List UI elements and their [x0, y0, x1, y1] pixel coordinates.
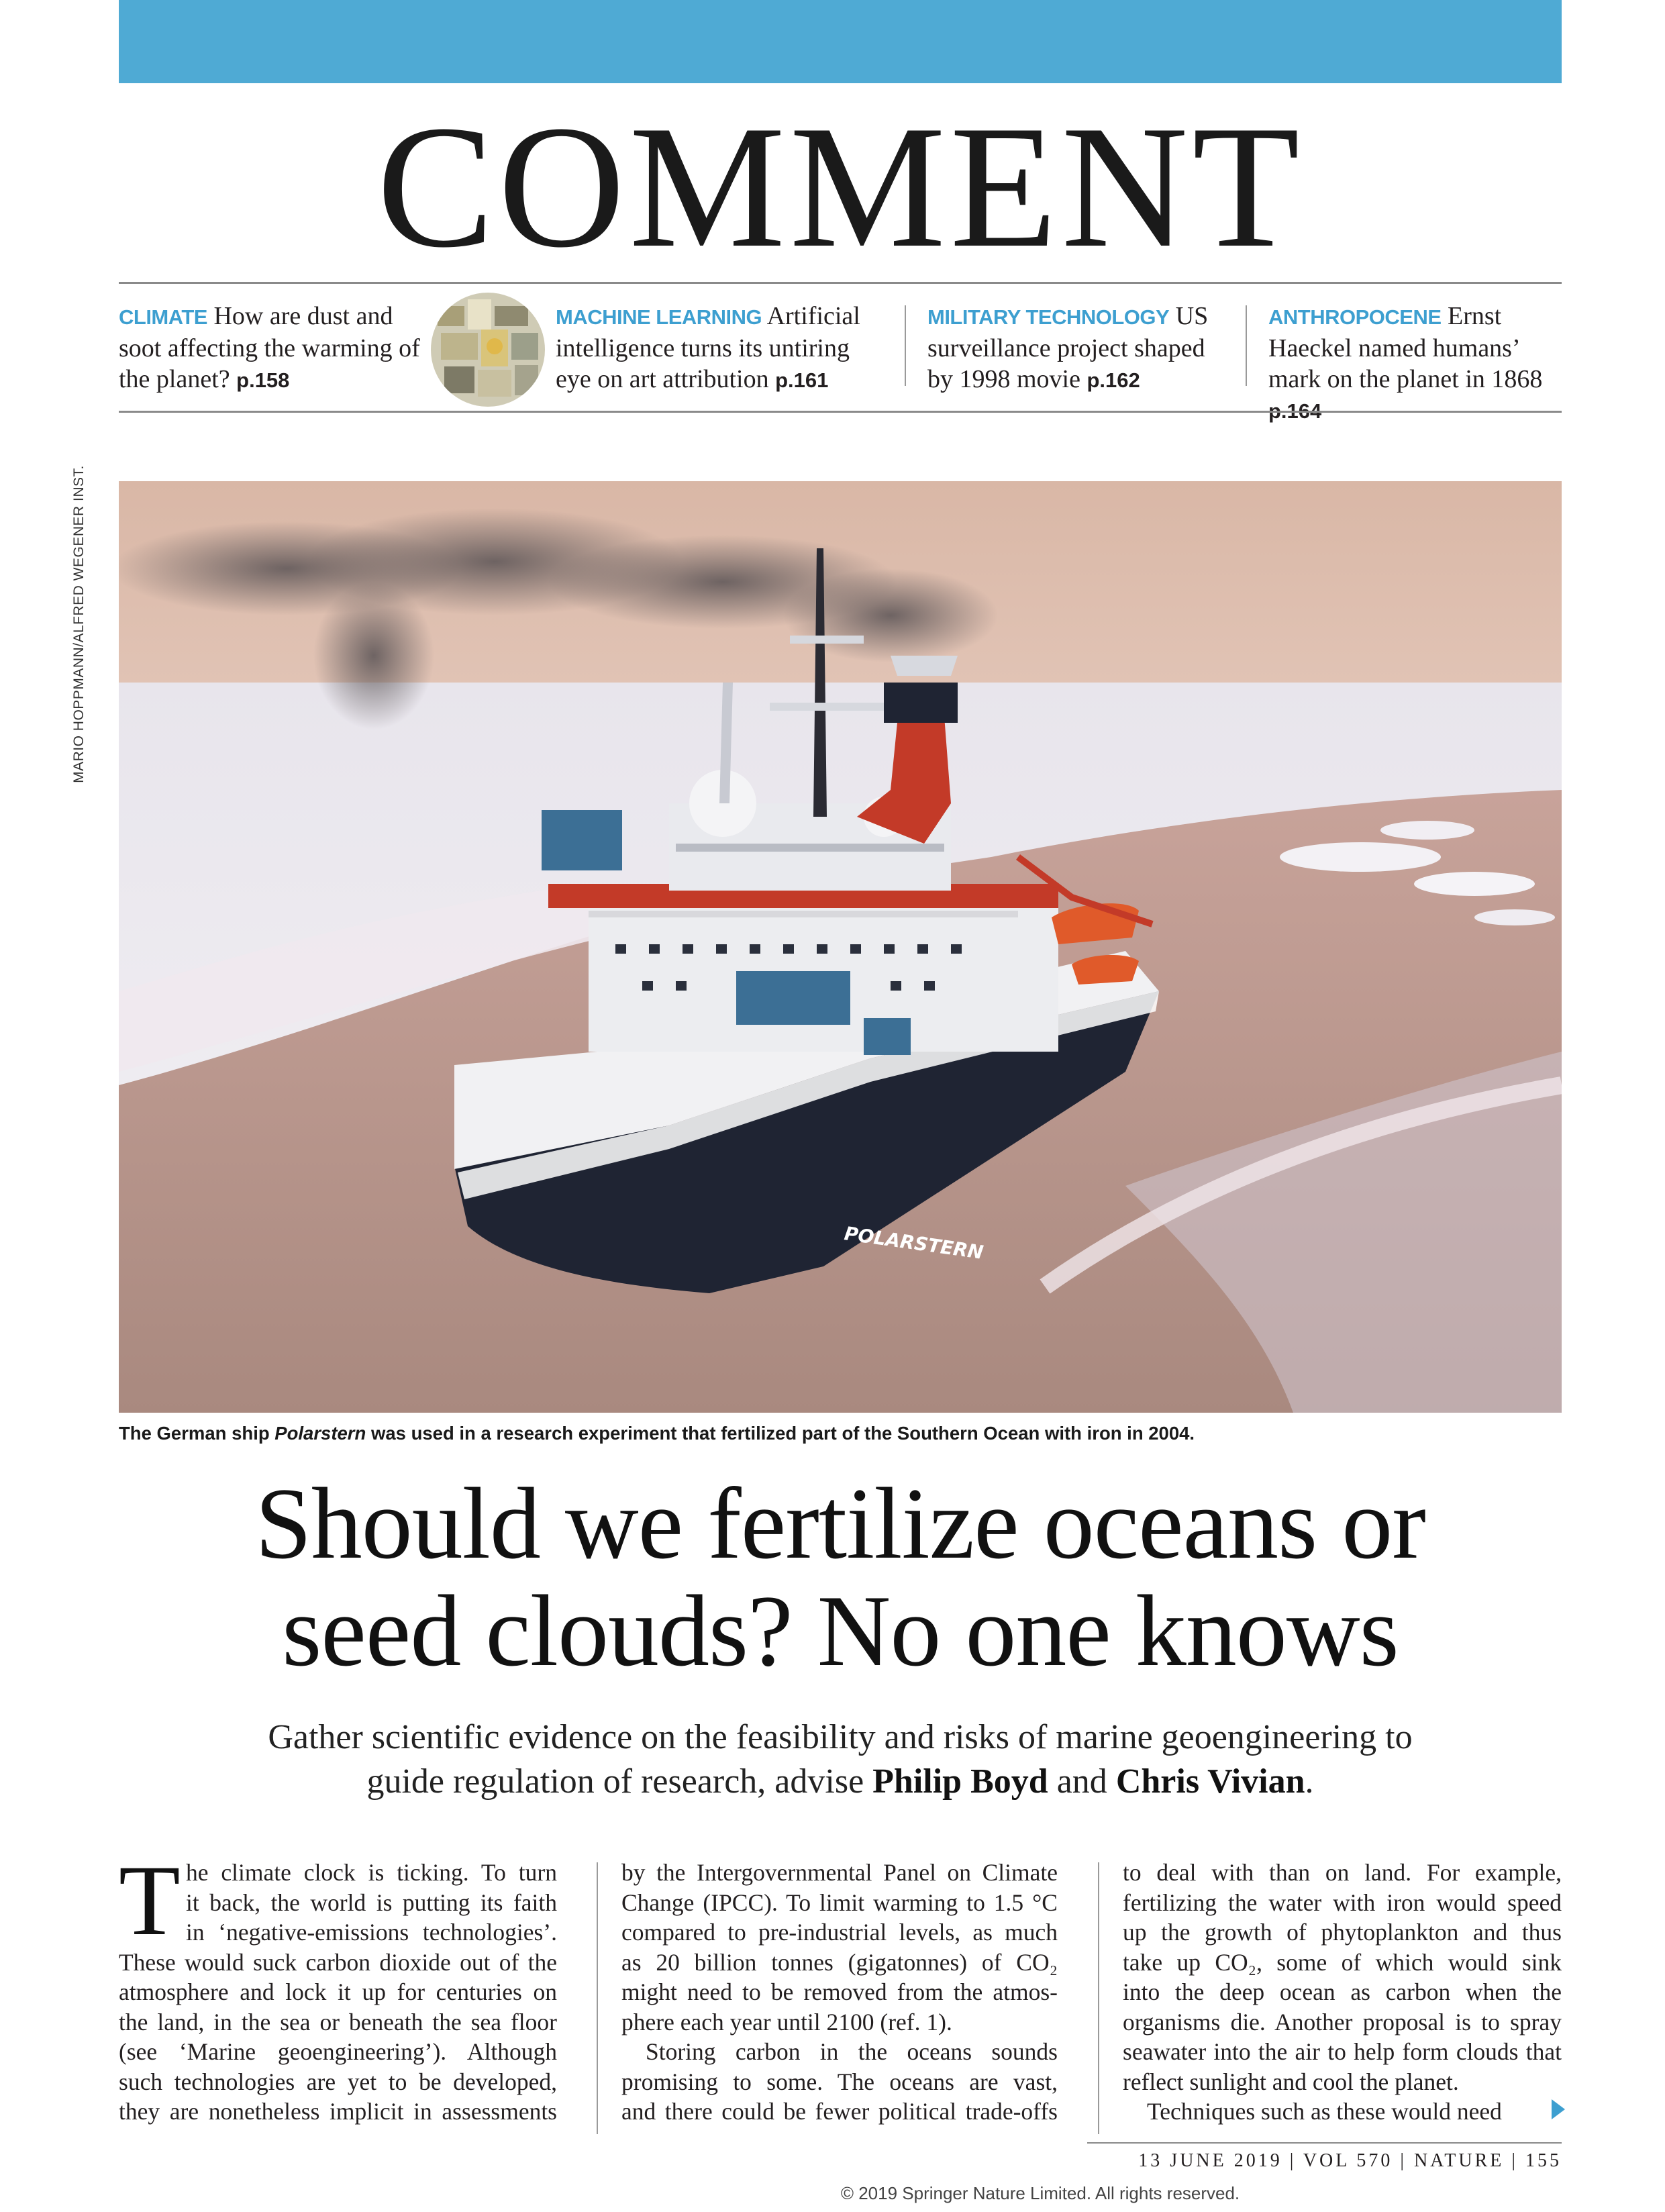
body-line: reflect sunlight and cool the planet. [1123, 2068, 1459, 2095]
body-line: to deal with than on land. For example, [1123, 1859, 1562, 1886]
body-line: compared to pre-industrial levels, as much [621, 1919, 1058, 1946]
body-line: might need to be removed from the atmos- [621, 1978, 1058, 2005]
teaser-text: Artificial intelligence turns its untiring eye on art attribution [556, 302, 860, 393]
body-line: and there could be fewer political trade-offs [621, 2098, 1058, 2125]
teaser-keyword: MILITARY TECHNOLOGY [927, 305, 1170, 329]
section-masthead: COMMENT [376, 89, 1304, 284]
body-line: it back, the world is putting its faith [186, 1889, 557, 1916]
teaser-keyword: ANTHROPOCENE [1268, 305, 1442, 329]
body-line: as 20 billion tonnes (gigatonnes) of CO₂ [621, 1948, 1058, 1976]
column-divider [1098, 1862, 1099, 2134]
footer-rule [1087, 2142, 1562, 2144]
body-column-3 [1123, 1858, 1562, 2127]
column-divider [597, 1862, 598, 2134]
caption-ship-name: Polarstern [274, 1423, 366, 1444]
caption-text: The German ship [119, 1423, 275, 1444]
standfirst-line [119, 1760, 1562, 1804]
standfirst-text: guide regulation of research, advise [366, 1762, 873, 1801]
teaser-keyword: CLIMATE [119, 305, 207, 329]
teaser-page: p.164 [1268, 399, 1322, 423]
teaser-page: p.158 [236, 368, 290, 392]
body-line: Change (IPCC). To limit warming to 1.5 °C [621, 1889, 1058, 1916]
body-line: take up CO₂, some of which would sink [1123, 1948, 1562, 1976]
body-line: phere each year until 2100 (ref. 1). [621, 2008, 952, 2035]
body-line: into the deep ocean as carbon when the [1123, 1978, 1562, 2005]
body-line: in ‘negative-emissions technologies’. [186, 1919, 557, 1946]
teaser-rule [119, 411, 1562, 413]
body-column-2 [621, 1858, 1058, 2127]
body-line: promising to some. The oceans are vast, [621, 2068, 1058, 2095]
teaser-text: How are dust and soot affecting the warming of the planet? [119, 302, 420, 393]
caption-text: was used in a research experiment that fertilized part of the Southern Ocean with iron in 2004. [366, 1423, 1195, 1444]
standfirst-line: Gather scientific evidence on the feasibility and risks of marine geoengineering to [268, 1718, 1413, 1756]
teaser-page: p.161 [775, 368, 829, 392]
photo-credit: MARIO HOPPMANN/ALFRED WEGENER INST. [71, 465, 87, 783]
masthead-rule [119, 282, 1562, 284]
teaser-page: p.162 [1087, 368, 1140, 392]
standfirst-text: and [1048, 1762, 1116, 1801]
body-line: (see ‘Marine geoengineering’). Although [119, 2038, 557, 2065]
body-line: These would suck carbon dioxide out of the [119, 1948, 557, 1976]
body-line: up the growth of phytoplankton and thus [1123, 1919, 1562, 1946]
standfirst-text: . [1305, 1762, 1314, 1801]
body-column-1 [119, 1858, 557, 2127]
copyright-notice: © 2019 Springer Nature Limited. All rights reserved. [840, 2183, 1240, 2203]
teaser-divider [905, 305, 906, 386]
continue-arrow-icon[interactable] [1552, 2099, 1565, 2119]
body-line: organisms die. Another proposal is to spray [1123, 2008, 1562, 2035]
author-name[interactable]: Philip Boyd [872, 1762, 1048, 1801]
body-line: by the Intergovernmental Panel on Climate [621, 1859, 1058, 1886]
article-standfirst [119, 1715, 1562, 1804]
teaser-text: Ernst Haeckel named humans’ mark on the planet in 1868 [1268, 302, 1543, 393]
teaser-anthropocene[interactable] [1268, 301, 1570, 427]
teaser-divider [1246, 305, 1247, 386]
photo-caption [119, 1421, 1562, 1446]
page-folio: 13 JUNE 2019 | VOL 570 | NATURE | 155 [1138, 2150, 1562, 2171]
teaser-machine-learning[interactable] [556, 301, 891, 396]
art-thumbnail-image [431, 293, 545, 407]
drop-cap: T [119, 1845, 181, 1956]
body-line: they are nonetheless implicit in assessments [119, 2098, 557, 2125]
body-line: seawater into the air to help form clouds that [1123, 2038, 1562, 2065]
body-line: such technologies are yet to be developed, [119, 2068, 557, 2095]
body-line: the land, in the sea or beneath the sea floor [119, 2008, 557, 2035]
body-line: he climate clock is ticking. To turn [186, 1859, 557, 1886]
body-line: fertilizing the water with iron would speed [1123, 1889, 1562, 1916]
headline-line: seed clouds? No one knows [282, 1574, 1399, 1687]
hull-name-text: POLARSTERN [843, 1222, 985, 1264]
teaser-text: US surveillance project shaped by 1998 movie [927, 302, 1209, 393]
teaser-climate[interactable] [119, 301, 424, 396]
body-line: Techniques such as these would need [1147, 2098, 1502, 2125]
article-headline [94, 1467, 1586, 1687]
body-line: atmosphere and lock it up for centuries on [119, 1978, 557, 2005]
section-color-bar [119, 0, 1562, 83]
teaser-military-technology[interactable] [927, 301, 1236, 396]
author-name[interactable]: Chris Vivian [1115, 1762, 1305, 1801]
hero-photo-polarstern [119, 481, 1562, 1413]
teaser-keyword: MACHINE LEARNING [556, 305, 762, 329]
headline-line: Should we fertilize oceans or [255, 1467, 1425, 1580]
body-line: Storing carbon in the oceans sounds [646, 2038, 1058, 2065]
